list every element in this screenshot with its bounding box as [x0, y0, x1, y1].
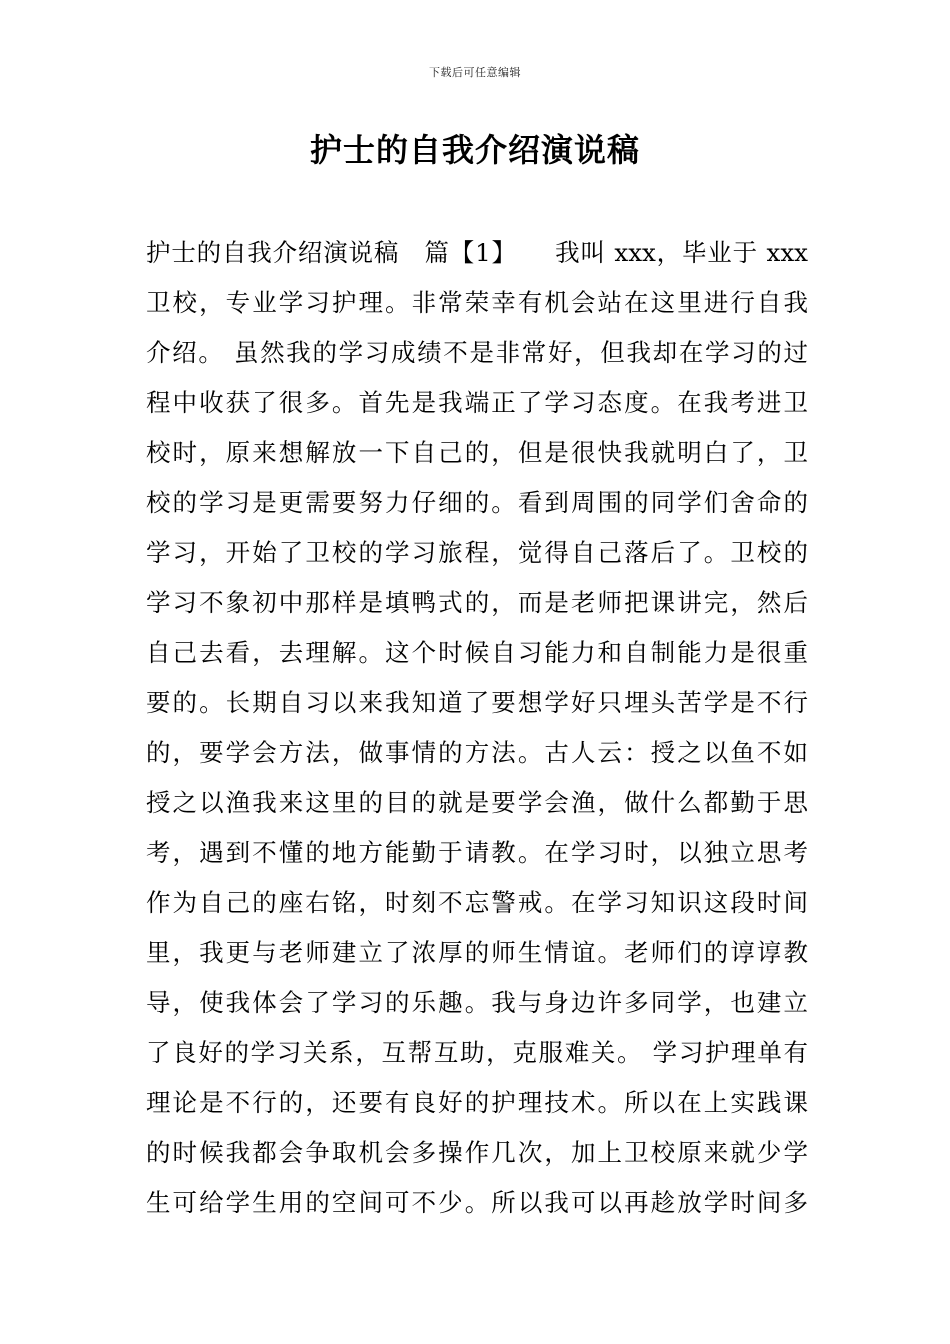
- body-line: 程中收获了很多。首先是我端正了学习态度。在我考进卫: [146, 388, 808, 417]
- body-line: 护士的自我介绍演说稿 篇【1】 我叫 xxx，毕业于 xxx: [146, 238, 808, 267]
- body-line: 的，要学会方法，做事情的方法。古人云：授之以鱼不如: [146, 738, 808, 767]
- document-body: [146, 228, 808, 1228]
- body-line: 导，使我体会了学习的乐趣。我与身边许多同学，也建立: [146, 988, 808, 1017]
- document-title: 护士的自我介绍演说稿: [309, 131, 640, 169]
- body-line: 了良好的学习关系，互帮互助，克服难关。 学习护理单有: [146, 1038, 808, 1067]
- body-line: 生可给学生用的空间可不少。所以我可以再趁放学时间多: [146, 1188, 808, 1217]
- body-line: 自己去看，去理解。这个时候自习能力和自制能力是很重: [146, 638, 808, 667]
- body-line: 校的学习是更需要努力仔细的。看到周围的同学们舍命的: [146, 488, 808, 517]
- body-line: 介绍。 虽然我的学习成绩不是非常好，但我却在学习的过: [146, 338, 808, 367]
- body-line: 要的。长期自习以来我知道了要想学好只埋头苦学是不行: [146, 688, 808, 717]
- body-line: 理论是不行的，还要有良好的护理技术。所以在上实践课: [146, 1088, 808, 1117]
- body-line: 授之以渔我来这里的目的就是要学会渔，做什么都勤于思: [146, 788, 808, 817]
- body-line: 校时，原来想解放一下自己的，但是很快我就明白了，卫: [146, 438, 808, 467]
- body-line: 的时候我都会争取机会多操作几次，加上卫校原来就少学: [146, 1138, 808, 1167]
- body-line: 学习，开始了卫校的学习旅程，觉得自己落后了。卫校的: [146, 538, 808, 567]
- header-note: 下载后可任意编辑: [429, 66, 521, 79]
- body-line: 里，我更与老师建立了浓厚的师生情谊。老师们的谆谆教: [146, 938, 808, 967]
- body-line: 考，遇到不懂的地方能勤于请教。在学习时，以独立思考: [146, 838, 808, 867]
- body-line: 卫校，专业学习护理。非常荣幸有机会站在这里进行自我: [146, 288, 808, 317]
- body-line: 作为自己的座右铭，时刻不忘警戒。在学习知识这段时间: [146, 888, 808, 917]
- body-line: 学习不象初中那样是填鸭式的，而是老师把课讲完，然后: [146, 588, 808, 617]
